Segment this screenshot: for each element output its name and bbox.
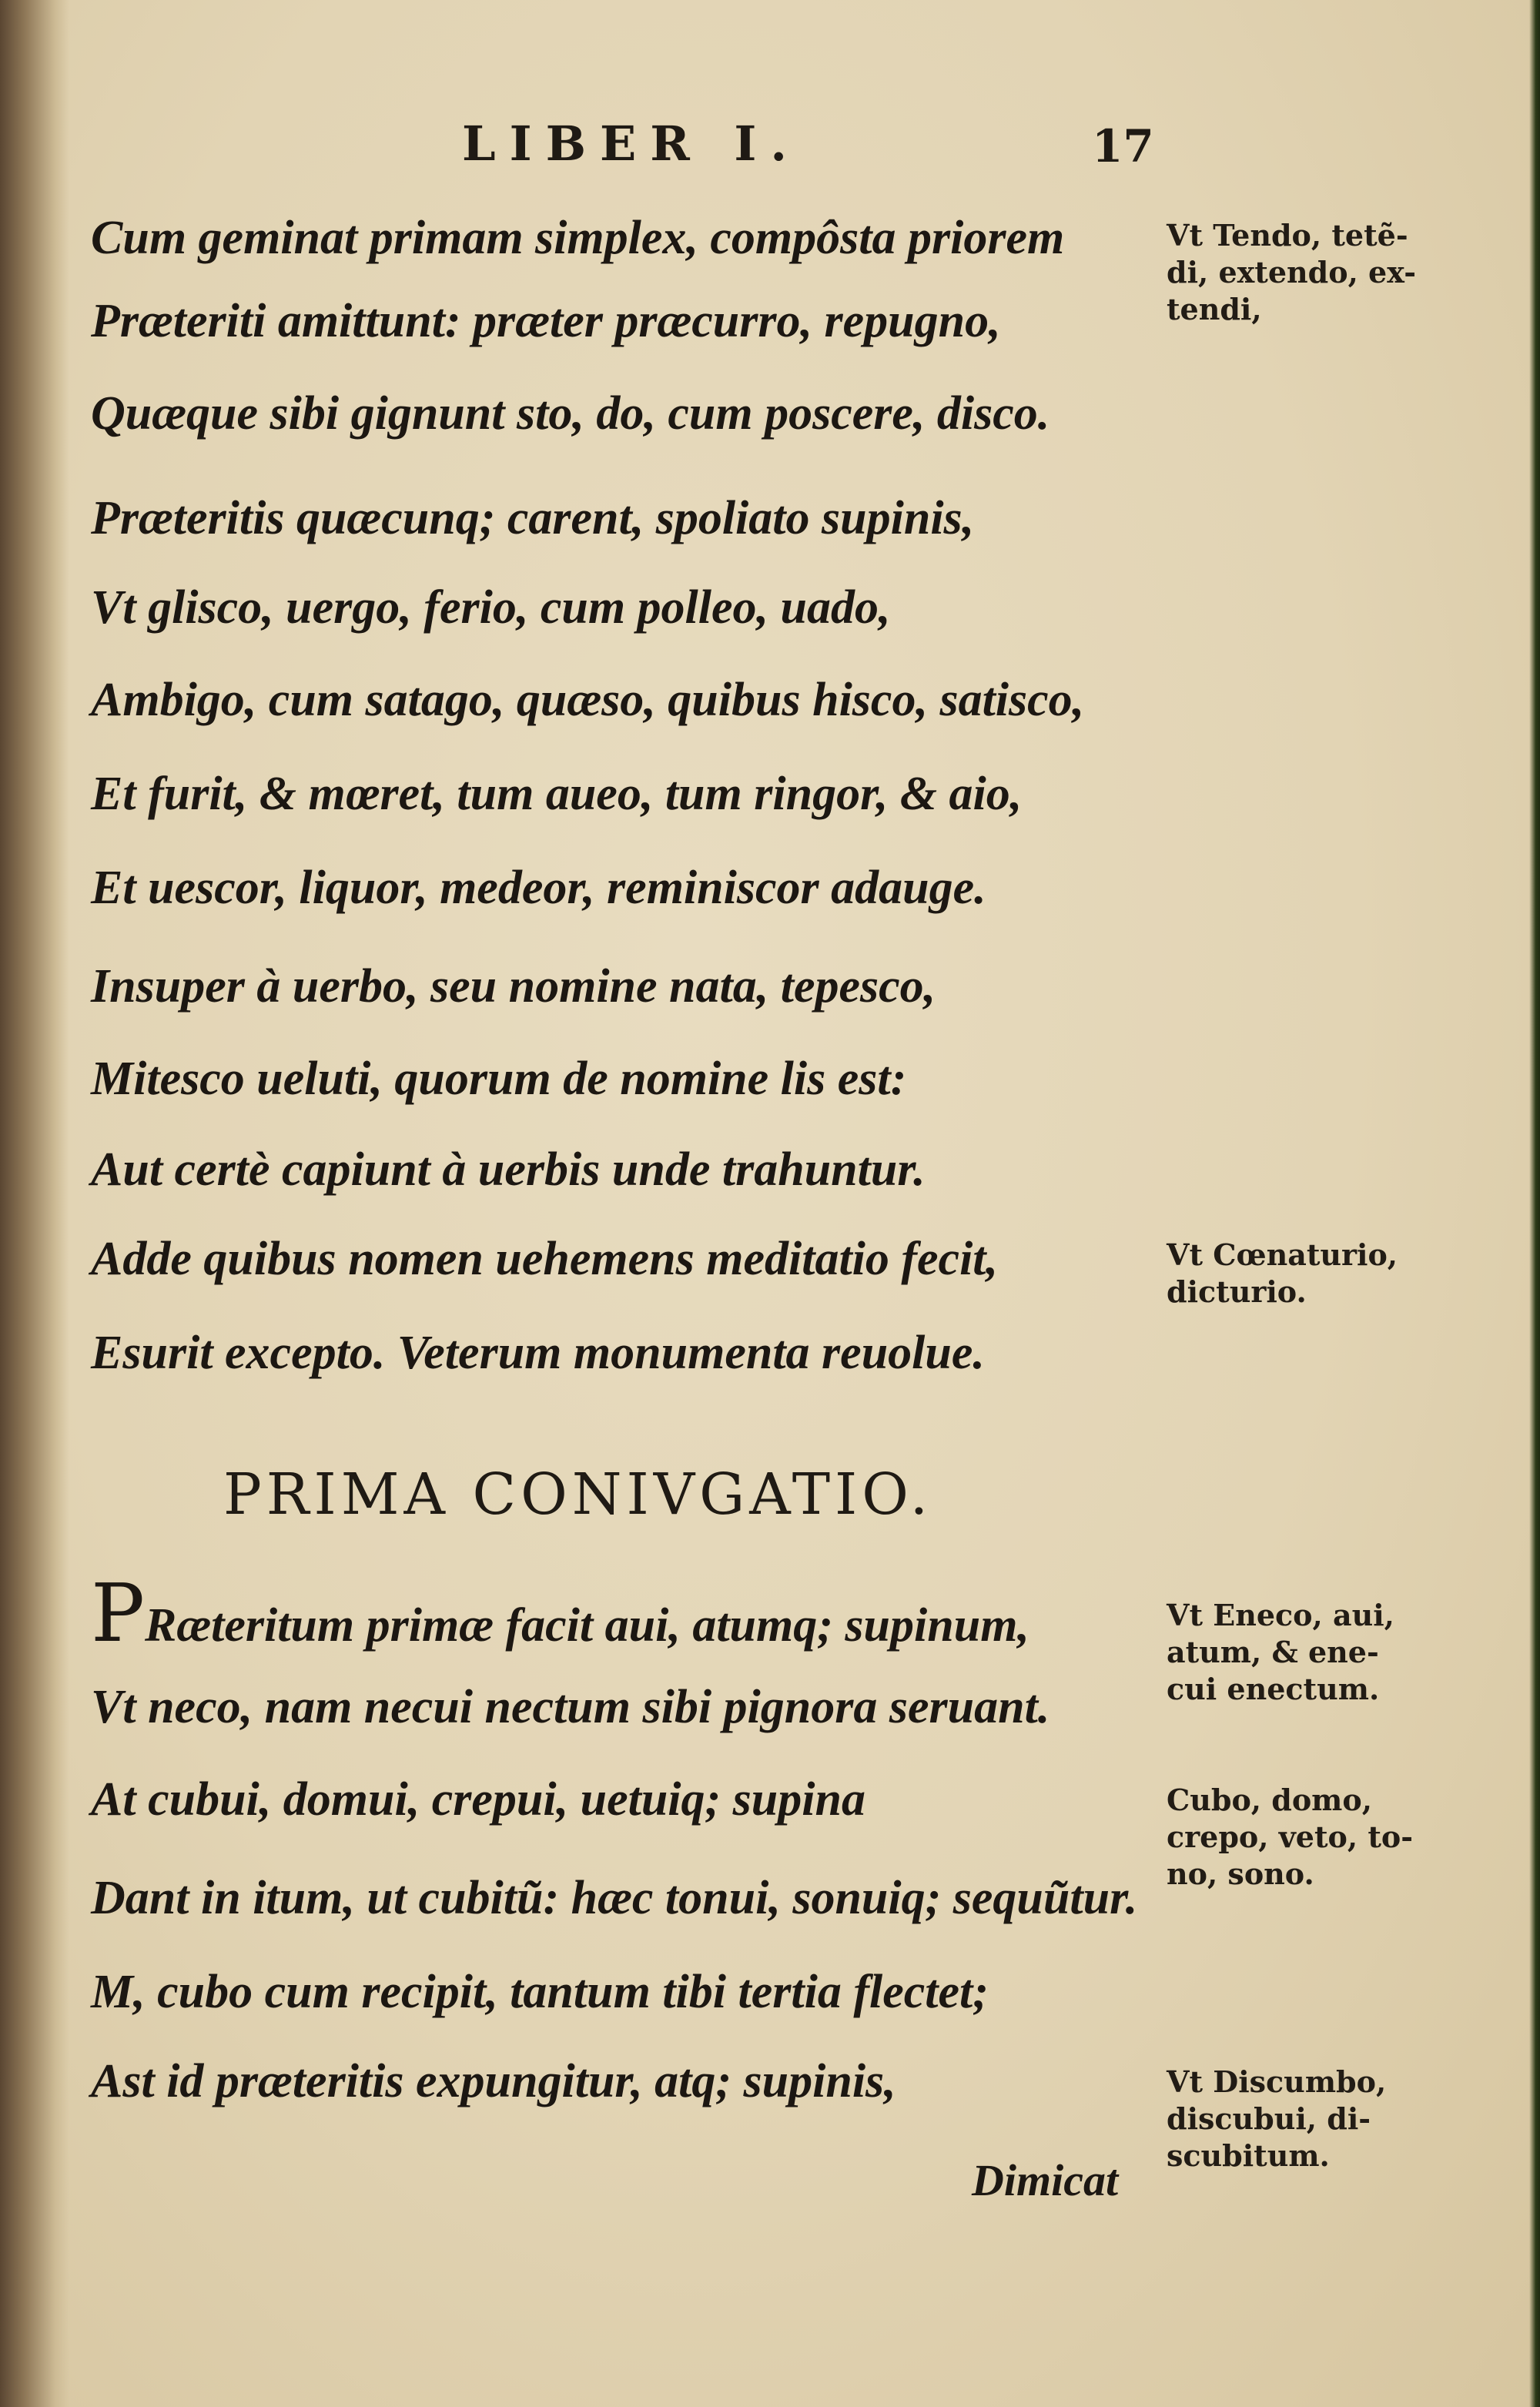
verse-line: Insuper à uerbo, seu nomine nata, tepesco, — [91, 960, 936, 1013]
verse-line: Dant in itum, ut cubitũ: hæc tonui, sonuiq; sequũtur. — [91, 1872, 1138, 1924]
margin-note — [1167, 1597, 1475, 1708]
margin-note-line: no, sono. — [1167, 1856, 1314, 1891]
section-title: PRIMA CONIVGATIO. — [223, 1461, 933, 1528]
margin-note — [1167, 1237, 1475, 1311]
verse-line: Quæque sibi gignunt sto, do, cum poscere, disco. — [91, 387, 1050, 440]
verse-line: Esurit excepto. Veterum monumenta reuolue. — [91, 1327, 985, 1379]
verse-line: Præteritis quæcunq; carent, spoliato supinis, — [91, 492, 975, 544]
margin-note — [1167, 1782, 1475, 1893]
margin-note-line: Vt Eneco, aui, — [1167, 1598, 1394, 1632]
verse-line: Adde quibus nomen uehemens meditatio fecit, — [91, 1233, 999, 1285]
verse-line: Præteriti amittunt: præter præcurro, repugno, — [91, 295, 1001, 347]
verse-line: Mitesco ueluti, quorum de nomine lis est: — [91, 1053, 907, 1105]
verse-line: At cubui, domui, crepui, uetuiq; supina — [91, 1773, 865, 1826]
margin-note-line: Vt Discumbo, — [1167, 2064, 1387, 2099]
margin-note-line: atum, & ene- — [1167, 1635, 1379, 1669]
page-header — [0, 115, 1540, 185]
margin-note-line: Cubo, domo, — [1167, 1783, 1372, 1817]
page-right-edge — [1529, 0, 1540, 2407]
running-head: LIBER I. — [462, 115, 801, 172]
margin-note-line: tendi, — [1167, 292, 1262, 326]
margin-note-line: crepo, veto, to- — [1167, 1819, 1413, 1854]
margin-note-line: discubui, di- — [1167, 2101, 1371, 2136]
verse-line-with-drop-cap — [91, 1566, 1123, 1660]
margin-note — [1167, 217, 1475, 328]
verse-line-text: Ræteritum primæ facit aui, atumq; supinum, — [144, 1599, 1029, 1652]
drop-cap: P — [91, 1566, 145, 1660]
margin-note — [1167, 2064, 1475, 2174]
verse-line: Et furit, & mœret, tum aueo, tum ringor, & aio, — [91, 768, 1023, 820]
verse-line: Ambigo, cum satago, quæso, quibus hisco, satisco, — [91, 674, 1085, 726]
margin-note-line: cui enectum. — [1167, 1672, 1380, 1706]
verse-line: Aut certè capiunt à uerbis unde trahuntur. — [91, 1143, 926, 1196]
verse-line: Et uescor, liquor, medeor, reminiscor adauge. — [91, 862, 986, 914]
margin-note-line: Vt Cœnaturio, — [1167, 1237, 1398, 1272]
margin-note-line: dicturio. — [1167, 1274, 1307, 1309]
page-number: 17 — [1092, 120, 1154, 172]
margin-note-line: Vt Tendo, tetẽ- — [1167, 218, 1408, 253]
verse-line: Ast id præteritis expungitur, atq; supinis, — [91, 2055, 896, 2107]
page-gutter-shadow — [0, 0, 69, 2407]
margin-note-line: scubitum. — [1167, 2138, 1330, 2173]
margin-note-line: di, extendo, ex- — [1167, 255, 1416, 290]
verse-line: Cum geminat primam simplex, compôsta priorem — [91, 212, 1065, 264]
verse-line: Vt neco, nam necui nectum sibi pignora seruant. — [91, 1681, 1050, 1733]
verse-line: Vt glisco, uergo, ferio, cum polleo, uado, — [91, 581, 891, 634]
catchword: Dimicat — [972, 2155, 1119, 2205]
verse-line: M, cubo cum recipit, tantum tibi tertia flectet; — [91, 1966, 989, 2018]
